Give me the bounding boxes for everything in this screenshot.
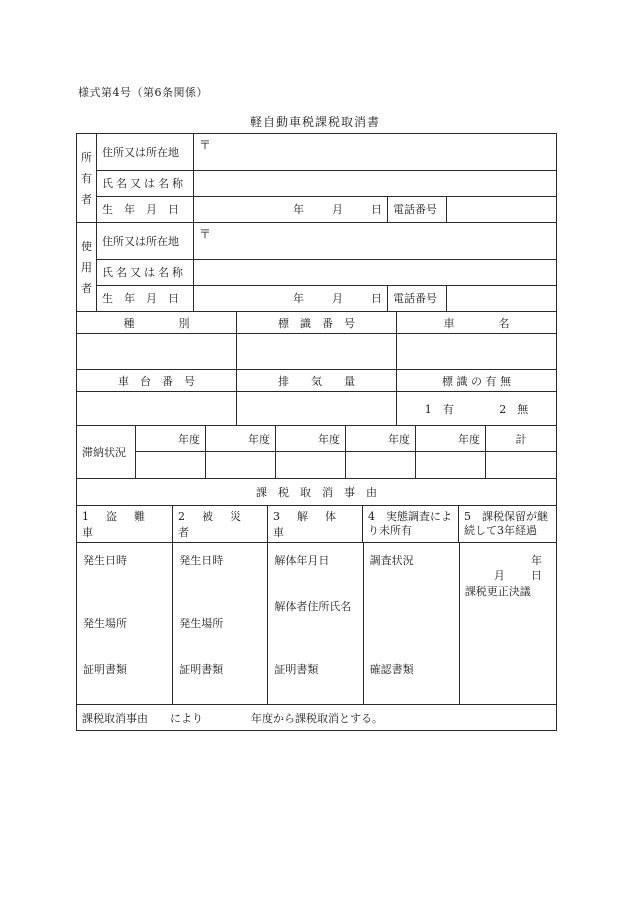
user-address-label: 住所又は所在地 xyxy=(97,223,194,259)
reason-option-not-owned[interactable]: 4 実態調査により未所有 xyxy=(363,506,459,542)
reasons-options-row xyxy=(76,505,557,542)
occurrence-place-label: 発生場所 xyxy=(83,617,127,630)
arrears-amount-field[interactable] xyxy=(346,452,416,478)
arrears-amount-field[interactable] xyxy=(206,452,276,478)
month-label: 月 xyxy=(332,203,343,217)
day-label: 日 xyxy=(531,569,542,582)
reasons-title-row xyxy=(76,478,557,505)
occurrence-datetime-label: 発生日時 xyxy=(83,554,127,567)
user-group-char: 用 xyxy=(81,261,92,274)
vehicle-value-row xyxy=(76,333,557,369)
day-label: 日 xyxy=(371,292,382,306)
reason-option-suspended[interactable]: 5 課税保留が継続して3年経過 xyxy=(464,510,548,537)
user-name-label: 氏名又は名称 xyxy=(97,260,194,285)
reasons-detail-row xyxy=(76,542,557,704)
arrears-label: 滞納状況 xyxy=(77,426,136,478)
owner-address-label: 住所又は所在地 xyxy=(97,134,194,170)
tax-correction-decision-label: 課税更正決議 xyxy=(464,585,531,598)
owner-birth-field[interactable] xyxy=(194,197,388,222)
plate-number-label: 標 識 番 号 xyxy=(237,312,397,333)
year-label: 年 xyxy=(531,554,542,567)
displacement-label: 排 気 量 xyxy=(237,370,397,391)
arrears-year-header: 年度 xyxy=(276,426,346,451)
chassis-number-field[interactable] xyxy=(77,392,237,425)
user-address-field[interactable] xyxy=(194,223,556,259)
theft-detail-column xyxy=(77,543,173,704)
cancellation-statement: 年度から課税取消とする。 xyxy=(251,711,383,725)
owner-group-label xyxy=(77,134,97,222)
user-group-char: 使 xyxy=(81,240,92,253)
user-phone-field[interactable] xyxy=(447,286,556,311)
user-phone-label: 電話番号 xyxy=(388,286,447,311)
postal-mark: 〒 xyxy=(199,138,212,152)
plate-number-field[interactable] xyxy=(237,334,397,369)
reason-option-disaster[interactable]: 2 被 災 者 xyxy=(173,506,268,542)
owner-section xyxy=(76,133,557,222)
user-section xyxy=(76,222,557,311)
month-label: 月 xyxy=(493,569,505,582)
user-birth-label: 生 年 月 日 xyxy=(97,286,194,311)
owner-phone-field[interactable] xyxy=(447,197,556,222)
vehicle-type-field[interactable] xyxy=(77,334,237,369)
footer-statement xyxy=(77,705,556,730)
owner-group-char: 所 xyxy=(81,151,92,164)
occurrence-datetime-label: 発生日時 xyxy=(179,554,224,567)
user-group-label xyxy=(77,223,97,311)
reason-label: 課税取消事由 xyxy=(82,711,148,725)
arrears-year-header: 年度 xyxy=(416,426,486,451)
vehicle-header-row xyxy=(76,311,557,333)
scrap-date-label: 解体年月日 xyxy=(274,554,330,567)
user-birth-field[interactable] xyxy=(194,286,388,311)
vehicle-header-row-2 xyxy=(76,369,557,391)
certificate-label: 証明書類 xyxy=(83,663,127,676)
arrears-year-header: 年度 xyxy=(206,426,276,451)
arrears-year-header: 年度 xyxy=(346,426,416,451)
scrapper-name-label: 解体者住所氏名 xyxy=(274,600,352,613)
arrears-total-header: 計 xyxy=(515,432,527,446)
form-number: 様式第4号（第6条関係） xyxy=(78,86,208,99)
plate-no-option[interactable]: 2 無 xyxy=(499,402,529,416)
vehicle-type-label: 種 別 xyxy=(77,312,237,333)
footer-row xyxy=(76,704,557,731)
arrears-amount-field[interactable] xyxy=(276,452,346,478)
car-name-field[interactable] xyxy=(397,334,556,369)
disaster-detail-column xyxy=(173,543,268,704)
certificate-label: 証明書類 xyxy=(179,663,224,676)
scrapped-detail-column xyxy=(268,543,363,704)
confirmation-document-label: 確認書類 xyxy=(369,663,414,676)
arrears-year-header: 年度 xyxy=(136,426,206,451)
user-group-char: 者 xyxy=(81,282,92,295)
owner-name-label: 氏名又は名称 xyxy=(97,171,194,196)
arrears-total-field[interactable] xyxy=(486,452,556,478)
survey-status-label: 調査状況 xyxy=(369,554,414,567)
owner-phone-label: 電話番号 xyxy=(388,197,447,222)
postal-mark: 〒 xyxy=(199,227,212,241)
arrears-amount-field[interactable] xyxy=(136,452,206,478)
owner-address-field[interactable] xyxy=(194,134,556,170)
car-name-label: 車 名 xyxy=(443,316,510,330)
occurrence-place-label: 発生場所 xyxy=(179,617,224,630)
survey-detail-column xyxy=(364,543,460,704)
arrears-section xyxy=(76,425,557,478)
month-label: 月 xyxy=(332,292,343,306)
owner-birth-label: 生 年 月 日 xyxy=(97,197,194,222)
plate-yes-option[interactable]: 1 有 xyxy=(424,402,454,416)
user-name-field[interactable] xyxy=(194,260,556,285)
cancellation-form xyxy=(76,133,557,731)
suspension-detail-column xyxy=(460,543,556,704)
certificate-label: 証明書類 xyxy=(274,663,319,676)
plate-status-field xyxy=(397,392,556,425)
by-label: により xyxy=(170,711,203,725)
displacement-field[interactable] xyxy=(237,392,397,425)
reason-option-scrapped[interactable]: 3 解 体 車 xyxy=(268,506,363,542)
day-label: 日 xyxy=(371,203,382,217)
vehicle-value-row-2 xyxy=(76,391,557,425)
owner-name-field[interactable] xyxy=(194,171,556,196)
reasons-title: 課 税 取 消 事 由 xyxy=(256,486,377,499)
chassis-number-label: 車 台 番 号 xyxy=(77,370,237,391)
owner-group-char: 有 xyxy=(81,172,92,185)
arrears-amount-field[interactable] xyxy=(416,452,486,478)
document-title: 軽自動車税課税取消書 xyxy=(249,115,380,129)
plate-status-label: 標 識 の 有 無 xyxy=(442,374,511,388)
reason-option-theft[interactable]: 1 盗 難 車 xyxy=(77,506,173,542)
year-label: 年 xyxy=(293,292,304,306)
owner-group-char: 者 xyxy=(81,193,92,206)
year-label: 年 xyxy=(293,203,304,217)
